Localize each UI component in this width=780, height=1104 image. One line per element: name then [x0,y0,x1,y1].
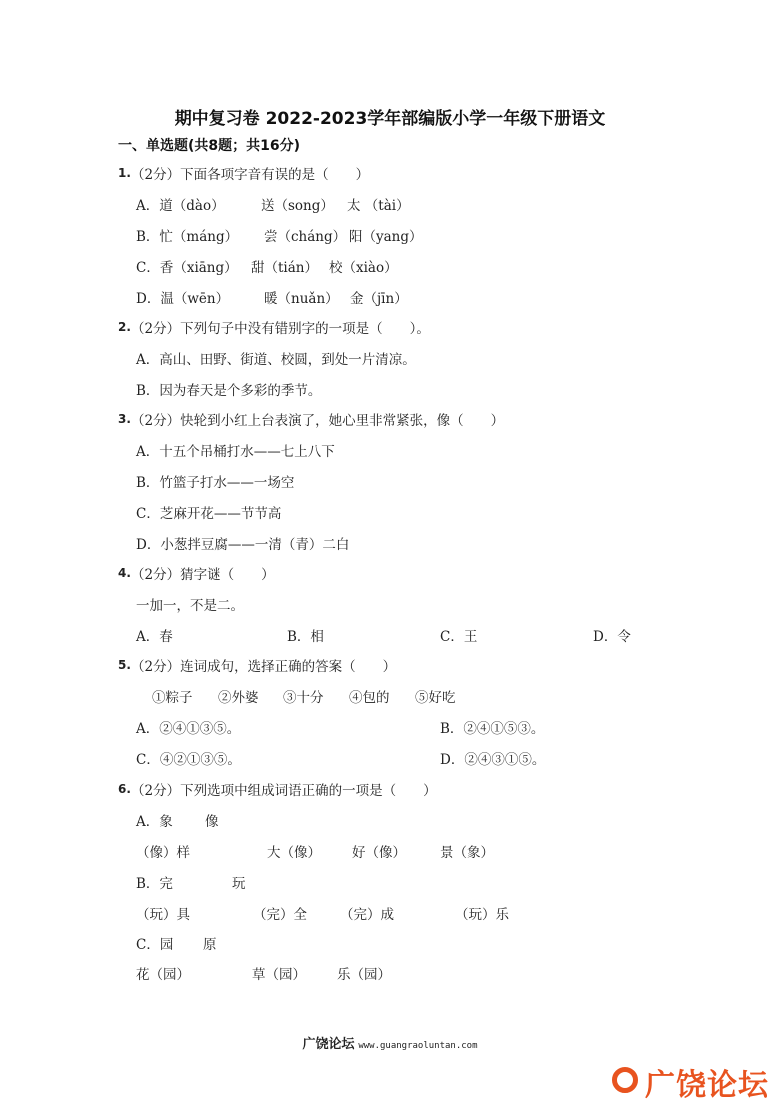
option-b: B．竹篮子打水——一场空 [136,475,295,491]
option-b: B．相 [287,629,324,645]
option-c-item-2: 甜（tián） [251,260,318,276]
group-a-word: 好（像） [352,845,406,861]
option-d-item-1: D．温（wēn） [136,291,230,307]
option-c: C．芝麻开花——节节高 [136,506,282,522]
page-title: 期中复习卷 2022-2023学年部编版小学一年级下册语文 [174,109,606,129]
group-b-word: （完）全 [253,907,307,923]
option-b: B．②④①⑤③。 [440,721,545,737]
option-a: A．高山、田野、街道、校圆，到处一片清凉。 [136,352,416,368]
section-heading: 一、单选题(共8题；共16分) [118,138,301,154]
group-b-word: （玩）具 [136,907,190,923]
option-d: D．②④③①⑤。 [440,752,546,768]
option-c-item-1: C．香（xiāng） [136,260,238,276]
question-number: 5. [118,658,131,672]
option-b-item-1: B．忙（máng） [136,229,239,245]
group-b-head-1: B．完 [136,876,173,892]
question-text: （2分）快轮到小红上台表演了，她心里非常紧张，像（ ） [131,413,505,429]
question-number: 3. [118,412,131,426]
footer-brand: 广饶论坛 [302,1037,355,1052]
option-c: C．王 [440,629,478,645]
option-a: A．春 [136,629,173,645]
group-b-head-2: 玩 [232,876,246,892]
option-d-item-2: 暖（nuǎn） [264,291,339,307]
question-number: 2. [118,320,131,334]
group-c-head-1: C．园 [136,937,174,953]
group-c-word: 草（园） [252,967,306,983]
group-a-word: （像）样 [136,845,190,861]
group-c-head-2: 原 [203,937,217,953]
group-a-word: 景（象） [440,845,494,861]
question-number: 6. [118,782,131,796]
logo-text: 广饶论坛 [645,1068,769,1103]
question-text: （2分）猜字谜（ ） [131,567,275,583]
word-4: ④包的 [349,690,390,706]
option-c: C．④②①③⑤。 [136,752,241,768]
group-a-head-2: 像 [205,814,219,830]
question-number: 4. [118,566,131,580]
group-c-word: 乐（园） [337,967,391,983]
group-a-word: 大（像） [267,845,321,861]
option-a-item-2: 送（song） [261,198,334,214]
word-3: ③十分 [283,690,324,706]
option-a-item-1: A．道（dào） [136,198,225,214]
option-b-item-3: 阳（yang） [349,229,423,245]
option-a: A．十五个吊桶打水——七上八下 [136,444,335,460]
riddle-text: 一加一，不是二。 [136,598,244,614]
option-a: A．②④①③⑤。 [136,721,241,737]
option-d: D．令 [593,629,631,645]
page-footer [0,1033,780,1052]
group-c-word: 花（园） [136,967,190,983]
option-a-item-3: 太 （tài） [347,198,410,214]
logo-icon [612,1067,638,1093]
option-d: D．小葱拌豆腐——一清（青）二白 [136,537,350,553]
option-b: B．因为春天是个多彩的季节。 [136,383,322,399]
question-text: （2分）下列句子中没有错别字的一项是（ ）。 [131,321,430,337]
option-c-item-3: 校（xiào） [329,260,398,276]
group-a-head-1: A．象 [136,814,173,830]
group-b-word: （完）成 [340,907,394,923]
footer-url[interactable]: www.guangraoluntan.com [358,1041,478,1051]
word-5: ⑤好吃 [415,690,456,706]
word-2: ②外婆 [218,690,259,706]
question-text: （2分）连词成句，选择正确的答案（ ） [131,659,397,675]
word-1: ①粽子 [152,690,193,706]
option-d-item-3: 金（jīn） [350,291,408,307]
option-b-item-2: 尝（cháng） [264,229,347,245]
question-text: （2分）下面各项字音有误的是（ ） [131,167,370,183]
question-number: 1. [118,166,131,180]
group-b-word: （玩）乐 [455,907,509,923]
question-text: （2分）下列选项中组成词语正确的一项是（ ） [131,783,437,799]
